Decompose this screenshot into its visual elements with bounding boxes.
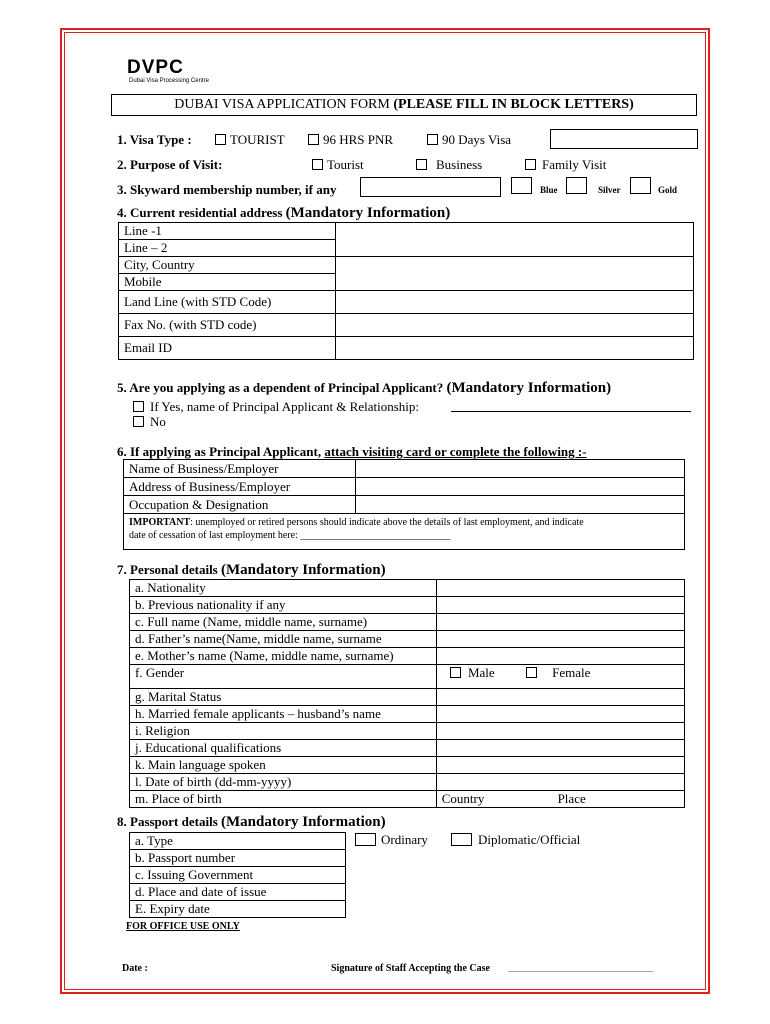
personal-mother-label: e. Mother’s name (Name, middle name, surname) [130, 648, 437, 665]
principal-employer-input[interactable] [355, 460, 684, 478]
personal-label: 7. Personal details [117, 562, 218, 577]
passport-table [129, 832, 346, 918]
visa-tourist-checkbox[interactable] [215, 134, 226, 145]
principal-label: 6. If applying as Principal Applicant, [117, 444, 322, 459]
skyward-silver-checkbox[interactable] [566, 177, 587, 194]
personal-mandatory: (Mandatory Information) [221, 562, 386, 578]
personal-husband-label: h. Married female applicants – husband’s name [130, 706, 437, 723]
address-table [118, 222, 694, 360]
dvpc-logo-subtitle: Dubai Visa Processing Centre [129, 78, 209, 84]
birth-place-label: Place [557, 791, 586, 806]
skyward-number-input[interactable] [360, 177, 501, 197]
principal-occupation-input[interactable] [355, 496, 684, 514]
visa-type-input[interactable] [550, 129, 698, 149]
personal-dob-input[interactable] [436, 774, 684, 791]
personal-dob-label: l. Date of birth (dd-mm-yyyy) [130, 774, 437, 791]
gender-female-checkbox[interactable] [526, 667, 537, 678]
personal-birthplace-label: m. Place of birth [130, 791, 437, 808]
principal-address-label: Address of Business/Employer [124, 478, 356, 496]
visa-tourist-label: TOURIST [230, 132, 285, 147]
skyward-label: 3. Skyward membership number, if any [117, 182, 337, 197]
personal-mother-input[interactable] [436, 648, 684, 665]
dependent-yes-checkbox[interactable] [133, 401, 144, 412]
passport-heading [117, 814, 386, 830]
office-signature-line[interactable]: _____________________________ [508, 962, 653, 973]
passport-issuing-label: c. Issuing Government [130, 867, 346, 884]
visa-90days-label: 90 Days Visa [442, 132, 512, 147]
important-text: : unemployed or retired persons should indicate above the details of last employment, and indicate [190, 517, 584, 528]
address-line2-label: Line – 2 [119, 240, 336, 257]
passport-number-label: b. Passport number [130, 850, 346, 867]
personal-birthplace-cell[interactable] [436, 791, 684, 808]
personal-prev-nationality-input[interactable] [436, 597, 684, 614]
address-mobile-label: Mobile [119, 274, 336, 291]
principal-employer-label: Name of Business/Employer [124, 460, 356, 478]
dependent-label: 5. Are you applying as a dependent of Principal Applicant? [117, 380, 444, 395]
personal-fullname-input[interactable] [436, 614, 684, 631]
dependent-yes-label: If Yes, name of Principal Applicant & Relationship: [150, 399, 419, 414]
personal-language-input[interactable] [436, 757, 684, 774]
important-line2: date of cessation of last employment here: ______________________________ [129, 530, 451, 541]
principal-heading [117, 444, 587, 460]
address-city-label: City, Country [119, 257, 336, 274]
passport-issue-label: d. Place and date of issue [130, 884, 346, 901]
personal-marital-label: g. Marital Status [130, 689, 437, 706]
office-use-label: FOR OFFICE USE ONLY [126, 921, 240, 932]
address-fax-label: Fax No. (with STD code) [119, 314, 336, 337]
personal-nationality-input[interactable] [436, 580, 684, 597]
office-signature-label: Signature of Staff Accepting the Case [331, 963, 490, 974]
personal-gender-cell [436, 665, 684, 689]
address-fax-input[interactable] [335, 314, 693, 337]
dependent-no-label: No [150, 414, 166, 429]
office-date-label: Date : [122, 963, 148, 974]
important-line1 [129, 516, 679, 529]
passport-ordinary-checkbox[interactable] [355, 833, 376, 846]
address-line1-label: Line -1 [119, 223, 336, 240]
principal-occupation-label: Occupation & Designation [124, 496, 356, 514]
address-label: 4. Current residential address [117, 205, 283, 220]
dependent-mandatory: (Mandatory Information) [446, 380, 612, 396]
visa-96hrs-checkbox[interactable] [308, 134, 319, 145]
purpose-business-label: Business [436, 157, 483, 172]
personal-fullname-label: c. Full name (Name, middle name, surname) [130, 614, 437, 631]
personal-marital-input[interactable] [436, 689, 684, 706]
birth-country-label: Country [441, 791, 485, 806]
personal-table [129, 579, 685, 808]
personal-father-input[interactable] [436, 631, 684, 648]
purpose-tourist-label: Tourist [327, 157, 364, 172]
personal-language-label: k. Main language spoken [130, 757, 437, 774]
purpose-label: 2. Purpose of Visit: [117, 157, 223, 172]
gender-male-checkbox[interactable] [450, 667, 461, 678]
dvpc-logo: DVPC [127, 57, 184, 78]
personal-husband-input[interactable] [436, 706, 684, 723]
personal-religion-input[interactable] [436, 723, 684, 740]
dependent-heading [117, 380, 611, 396]
passport-mandatory: (Mandatory Information) [221, 814, 386, 830]
personal-education-label: j. Educational qualifications [130, 740, 437, 757]
address-email-input[interactable] [335, 337, 693, 360]
purpose-tourist-checkbox[interactable] [312, 159, 323, 170]
personal-nationality-label: a. Nationality [130, 580, 437, 597]
purpose-family-label: Family Visit [542, 157, 607, 172]
principal-instruction: attach visiting card or complete the following :- [324, 444, 587, 459]
purpose-business-checkbox[interactable] [416, 159, 427, 170]
principal-table [123, 459, 685, 550]
passport-diplomatic-label: Diplomatic/Official [478, 832, 581, 847]
address-city-input[interactable] [335, 257, 693, 291]
gender-male-label: Male [467, 665, 495, 680]
form-title-note: (PLEASE FILL IN BLOCK LETTERS) [393, 97, 634, 112]
address-mandatory: (Mandatory Information) [285, 205, 451, 221]
dependent-name-line[interactable] [451, 411, 691, 412]
address-line1-input[interactable] [335, 223, 693, 257]
visa-type-label: 1. Visa Type : [117, 132, 192, 147]
personal-gender-label: f. Gender [130, 665, 437, 689]
skyward-gold-label: Gold [658, 185, 678, 195]
skyward-silver-label: Silver [598, 185, 621, 195]
gender-female-label: Female [552, 665, 591, 680]
personal-education-input[interactable] [436, 740, 684, 757]
principal-address-input[interactable] [355, 478, 684, 496]
personal-heading [117, 562, 386, 578]
passport-expiry-label: E. Expiry date [130, 901, 346, 918]
passport-diplomatic-checkbox[interactable] [451, 833, 472, 846]
personal-prev-nationality-label: b. Previous nationality if any [130, 597, 437, 614]
important-label: IMPORTANT [129, 517, 191, 528]
visa-90days-checkbox[interactable] [427, 134, 438, 145]
personal-religion-label: i. Religion [130, 723, 437, 740]
dependent-no-checkbox[interactable] [133, 416, 144, 427]
purpose-family-checkbox[interactable] [525, 159, 536, 170]
principal-important-note [124, 514, 685, 550]
passport-ordinary-label: Ordinary [381, 832, 428, 847]
visa-96hrs-label: 96 HRS PNR [323, 132, 394, 147]
address-heading [117, 205, 450, 221]
address-landline-label: Land Line (with STD Code) [119, 291, 336, 314]
form-title [111, 94, 697, 116]
passport-label: 8. Passport details [117, 814, 218, 829]
address-landline-input[interactable] [335, 291, 693, 314]
personal-father-label: d. Father’s name(Name, middle name, surname [130, 631, 437, 648]
skyward-gold-checkbox[interactable] [630, 177, 651, 194]
skyward-blue-checkbox[interactable] [511, 177, 532, 194]
address-email-label: Email ID [119, 337, 336, 360]
form-title-main: DUBAI VISA APPLICATION FORM [174, 97, 390, 112]
skyward-blue-label: Blue [540, 185, 558, 195]
passport-type-label: a. Type [130, 833, 346, 850]
